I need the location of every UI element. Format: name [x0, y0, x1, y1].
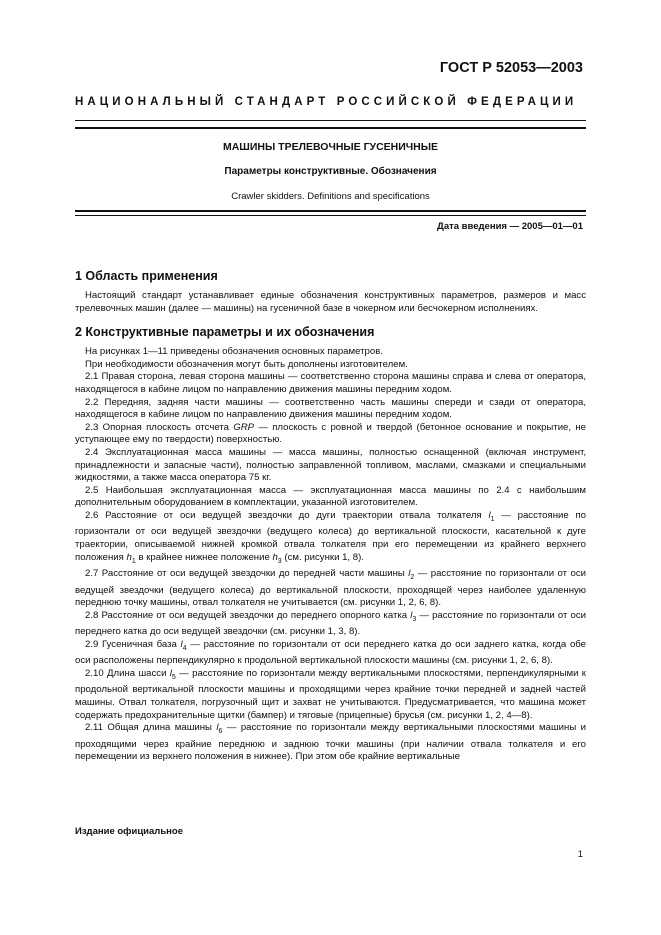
- paragraph-2-3: 2.3 Опорная плоскость отсчета GRP — плоскость с ровной и твердой (бетонное основание и покрытие, не уступающее ему по твердости) поверхностью.: [75, 421, 586, 446]
- paragraph-2-10: 2.10 Длина шасси $l_5$ — расстояние по горизонтали между вертикальными плоскостями, перпендикулярными к продольной вертикальной плоскости машины и проходящими через крайние точки передней и задней частей машины. Отвал толкателя, погрузочный щит и захват не учитываются. Предусматривается, что машина может содержать предохранительные щитки (бампер) и тяговые (прицепные) брусья (см. рисунки 1, 2, 4—8).: [75, 667, 586, 721]
- document-subtitle-english: Crawler skidders. Definitions and specifications: [231, 191, 430, 202]
- section-1-paragraph: Настоящий стандарт устанавливает единые обозначения конструктивных параметров, размеров и масс трелевочных машин (далее — машины) на гусеничной базе в чокерном или бесчокерном исполнениях.: [75, 290, 586, 314]
- introduction-date: Дата введения — 2005—01—01: [437, 221, 583, 232]
- paragraph-2-5: 2.5 Наибольшая эксплуатационная масса — эксплуатационная масса машины по 2.4 с наибольшим дополнительным оборудованием в комплектации, указанной изготовителем.: [75, 484, 586, 509]
- divider-thick-top: [75, 127, 586, 129]
- paragraph-2-2: 2.2 Передняя, задняя части машины — соответственно часть машины спереди и сзади от оператора, находящегося в кабине лицом по направлению движения машины передним ходом.: [75, 396, 586, 421]
- paragraph-2-1: 2.1 Правая сторона, левая сторона машины — соответственно сторона машины справа и слева от оператора, находящегося в кабине лицом по направлению движения машины передним ходом.: [75, 371, 586, 395]
- section-2-heading: 2 Конструктивные параметры и их обозначения: [75, 325, 375, 340]
- document-title: МАШИНЫ ТРЕЛЕВОЧНЫЕ ГУСЕНИЧНЫЕ: [222, 141, 439, 153]
- paragraph-figures-intro: На рисунках 1—11 приведены обозначения основных параметров.: [85, 346, 383, 358]
- national-standard-banner: НАЦИОНАЛЬНЫЙ СТАНДАРТ РОССИЙСКОЙ ФЕДЕРАЦИИ: [75, 96, 578, 108]
- divider-thin-bottom: [75, 215, 586, 216]
- page-number: 1: [577, 849, 583, 860]
- paragraph-2-11: 2.11 Общая длина машины $l_6$ — расстояние по горизонтали между вертикальными плоскостями машины и проходящими через крайние переднюю и заднюю точки машины (при наличии отвала толкателя и его перемещении из верхнего положения в нижнее). При этом обе крайние вертикальные: [75, 722, 587, 763]
- section-1-heading: 1 Область применения: [75, 269, 218, 283]
- paragraph-manufacturer-note: При необходимости обозначения могут быть дополнены изготовителем.: [85, 358, 408, 370]
- paragraph-2-8: 2.8 Расстояние от оси ведущей звездочки до переднего опорного катка $l_3$ — расстояние по горизонтали от оси переднего катка до оси ведущей звездочки (см. рисунки 1, 3, 8).: [75, 609, 586, 638]
- paragraph-2-9: 2.9 Гусеничная база $l_4$ — расстояние по горизонтали от оси переднего катка до оси заднего катка, когда обе оси расположены перпендикулярно к продольной вертикальной плоскости машины (см. рисунки 1, 2, 6, 8).: [75, 638, 586, 667]
- official-edition-label: Издание официальное: [75, 826, 183, 837]
- document-body: [75, 268, 586, 764]
- document-subtitle: Параметры конструктивные. Обозначения: [224, 166, 437, 177]
- paragraph-2-7: 2.7 Расстояние от оси ведущей звездочки до передней части машины $l_2$ — расстояние по горизонтали от оси ведущей звездочки (ведущего колеса) до вертикальной плоскости, проходящей через наиболее удаленную переднюю точку машины, отвал толкателя не учитывается (см. рисунки 1, 2, 6, 8).: [75, 568, 586, 609]
- divider-thick-bottom: [75, 210, 586, 212]
- standard-number: ГОСТ Р 52053—2003: [439, 60, 583, 76]
- paragraph-2-4: 2.4 Эксплуатационная масса машины — масса машины, полностью оснащенной (включая инструмент, принадлежности и запасные части), полностью заправленной топливом, маслами, смазками и специальными жидкостями, а также масса оператора 75 кг.: [75, 446, 586, 484]
- paragraph-2-6: 2.6 Расстояние от оси ведущей звездочки до дуги траектории отвала толкателя $l_1$ — расстояние по горизонтали от оси ведущей звездочки (ведущего колеса) до вертикальной плоскости, касательной к дуге траектории, описываемой нижней кромкой отвала толкателя при его перемещении из крайнего верхнего положения $h_1$ в крайнее нижнее положение $h_3$ (см. рисунки 1, 8).: [75, 509, 586, 565]
- divider-thin-top: [75, 120, 586, 121]
